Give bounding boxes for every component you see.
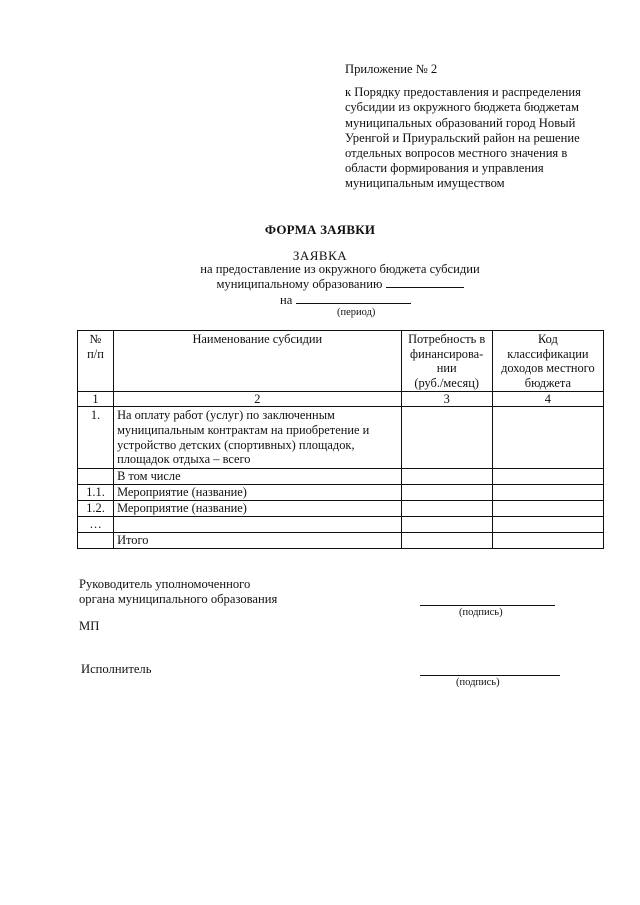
row-need[interactable] (401, 532, 492, 548)
municipality-blank (386, 277, 464, 288)
row-code[interactable] (492, 500, 603, 516)
appendix-line: области формирования и управления (345, 161, 544, 176)
stamp-mark: МП (79, 619, 100, 633)
row-num: 1.2. (78, 500, 114, 516)
row-need[interactable] (401, 500, 492, 516)
index-cell: 3 (401, 392, 492, 407)
request-table (77, 330, 604, 549)
row-need[interactable] (401, 468, 492, 484)
row-name: Мероприятие (название) (114, 500, 402, 516)
row-num: 1.1. (78, 484, 114, 500)
row-num (78, 532, 114, 548)
executor-signature-label: (подпись) (456, 677, 500, 688)
table-row (78, 468, 604, 484)
row-need[interactable] (401, 407, 492, 468)
row-name (114, 516, 402, 532)
header-name: Наименование субсидии (114, 331, 402, 392)
head-signature-line[interactable] (420, 605, 555, 606)
row-name: В том числе (114, 468, 402, 484)
period-prefix: на (280, 293, 293, 307)
row-need[interactable] (401, 516, 492, 532)
table-row (78, 407, 604, 468)
appendix-line: субсидии из окружного бюджета бюджетам (345, 100, 579, 115)
table-row (78, 516, 604, 532)
request-title: ЗАЯВКА (292, 248, 348, 263)
executor-signature-line[interactable] (420, 675, 560, 676)
header-num: № п/п (78, 331, 114, 392)
appendix-line: муниципальным имуществом (345, 176, 505, 191)
row-code[interactable] (492, 532, 603, 548)
appendix-number: Приложение № 2 (345, 62, 438, 76)
appendix-block (345, 62, 605, 192)
index-cell: 2 (114, 392, 402, 407)
row-name: Итого (114, 532, 402, 548)
form-title: ФОРМА ЗАЯВКИ (264, 222, 376, 237)
period-blank (296, 293, 411, 304)
head-signature-label: (подпись) (459, 607, 503, 618)
table-index-row (78, 392, 604, 407)
index-cell: 1 (78, 392, 114, 407)
period-label: (период) (337, 307, 376, 318)
appendix-line: отдельных вопросов местного значения в (345, 146, 568, 161)
head-title-line-1: Руководитель уполномоченного (79, 577, 251, 591)
row-need[interactable] (401, 484, 492, 500)
header-need: Потребность в финансирова- нии (руб./месяц) (401, 331, 492, 392)
appendix-line: Уренгой и Приуральский район на решение (345, 130, 580, 145)
request-line-2 (0, 277, 640, 292)
row-code[interactable] (492, 484, 603, 500)
table-row (78, 500, 604, 516)
row-num (78, 468, 114, 484)
appendix-line: муниципальных образований город Новый (345, 115, 576, 130)
request-subtitle (0, 262, 640, 292)
head-signature-block (79, 577, 277, 607)
header-code: Код классификации доходов местного бюджета (492, 331, 603, 392)
row-code[interactable] (492, 468, 603, 484)
index-cell: 4 (492, 392, 603, 407)
row-code[interactable] (492, 516, 603, 532)
row-name: На оплату работ (услуг) по заключенным муниципальным контрактам на приобретение и устройство детских (спортивных) площадок, площадок отдыха – всего (114, 407, 402, 468)
head-title-line-2: органа муниципального образования (79, 592, 278, 606)
row-code[interactable] (492, 407, 603, 468)
period-line (280, 293, 411, 308)
executor-label: Исполнитель (81, 662, 152, 676)
row-num: 1. (78, 407, 114, 468)
row-name: Мероприятие (название) (114, 484, 402, 500)
request-line-1: на предоставление из окружного бюджета субсидии (200, 262, 480, 276)
table-row (78, 532, 604, 548)
row-num: … (78, 516, 114, 532)
appendix-line: к Порядку предоставления и распределения (345, 85, 581, 100)
table-header-row (78, 331, 604, 392)
table-row (78, 484, 604, 500)
request-line-2-text: муниципальному образованию (216, 277, 383, 291)
